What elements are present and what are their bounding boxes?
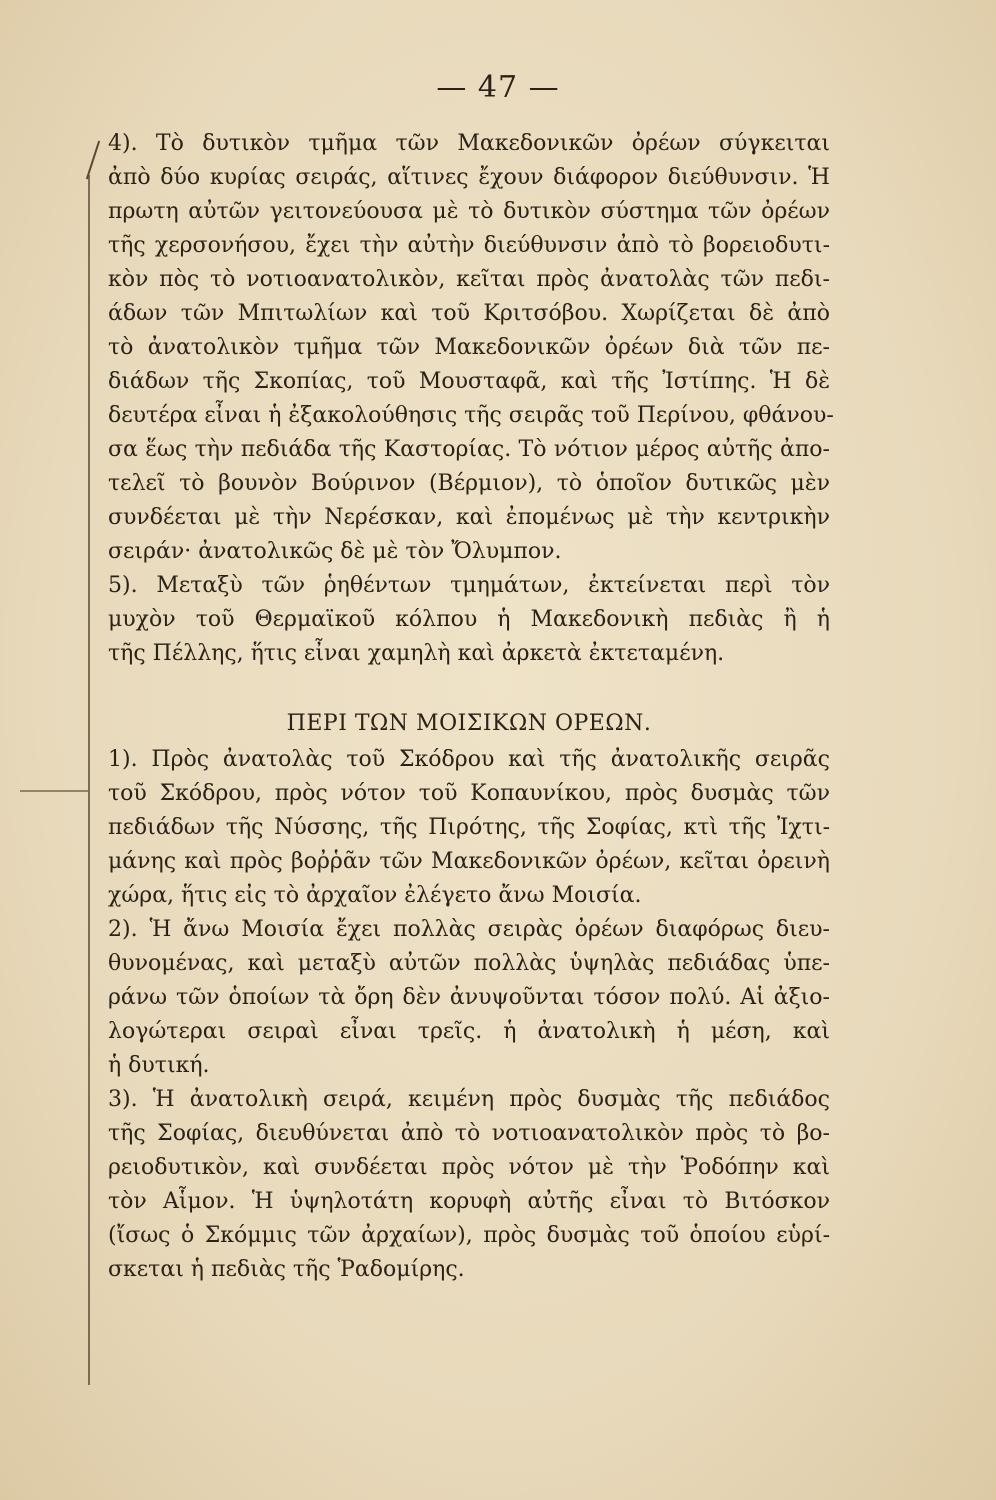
text-line: πρωτη αὐτῶν γειτονεύουσα μὲ τὸ δυτικὸν σύστημα τῶν ὀρέων [108, 199, 830, 224]
text-line: σκεται ἡ πεδιὰς τῆς Ῥαδομίρης. [108, 1257, 465, 1282]
margin-tick [20, 790, 88, 792]
section-heading: ΠΕΡΙ ΤΩΝ ΜΟΙΣΙΚΩΝ ΟΡΕΩΝ. [286, 711, 652, 736]
text-line: δευτέρα εἶναι ἡ ἐξακολούθησις τῆς σειρᾶς τοῦ Περίνου, φθάνου- [108, 403, 834, 428]
text-line: άδων τῶν Μπιτωλίων καὶ τοῦ Κριτσόβου. Χωρίζεται δὲ ἀπὸ [108, 301, 830, 326]
margin-rule-top [86, 141, 100, 180]
text-line: 4). Τὸ δυτικὸν τμῆμα τῶν Μακεδονικῶν ὀρέων σύγκειται [108, 131, 830, 156]
text-line: τελεῖ τὸ βουνὸν Βούρινον (Βέρμιον), τὸ ὁποῖον δυτικῶς μὲν [108, 471, 830, 496]
text-line: 1). Πρὸς ἀνατολὰς τοῦ Σκόδρου καὶ τῆς ἀνατολικῆς σειρᾶς [108, 747, 830, 772]
text-line: 2). Ἡ ἄνω Μοισία ἔχει πολλὰς σειρὰς ὀρέων διαφόρως διευ- [108, 917, 830, 942]
body-text [108, 130, 834, 1290]
text-line: λογώτεραι σειραὶ εἶναι τρεῖς. ἡ ἀνατολικὴ ἡ μέση, καὶ [108, 1019, 830, 1044]
text-line: ρειοδυτικὸν, καὶ συνδέεται πρὸς νότον μὲ τὴν Ῥοδόπην καὶ [108, 1155, 830, 1180]
page-number: — 47 — [436, 70, 560, 105]
text-line: συνδέεται μὲ τὴν Νερέσκαν, καὶ ἐπομένως μὲ τὴν κεντρικὴν [108, 505, 830, 530]
text-line: σα ἕως τὴν πεδιάδα τῆς Καστορίας. Τὸ νότιον μέρος αὐτῆς ἀπο- [108, 437, 830, 462]
text-line: ἀπὸ δύο κυρίας σειράς, αἵτινες ἔχουν διάφορον διεύθυνσιν. Ἡ [108, 165, 830, 190]
text-line: τὸ ἀνατολικὸν τμῆμα τῶν Μακεδονικῶν ὀρέων διὰ τῶν πε- [108, 335, 830, 360]
text-line: μυχὸν τοῦ Θερμαϊκοῦ κόλπου ἡ Μακεδονικὴ πεδιὰς ἢ ἡ [108, 607, 830, 632]
text-line: πεδιάδων τῆς Νύσσης, τῆς Πιρότης, τῆς Σοφίας, κτὶ τῆς Ἰχτι- [108, 815, 830, 840]
text-line: θυνομένας, καὶ μεταξὺ αὐτῶν πολλὰς ὑψηλὰς πεδιάδας ὑπε- [108, 951, 830, 976]
text-line: μάνης καὶ πρὸς βοῤῥᾶν τῶν Μακεδονικῶν ὀρέων, κεῖται ὀρεινὴ [108, 849, 830, 874]
text-line: διάδων τῆς Σκοπίας, τοῦ Μουσταφᾶ, καὶ τῆς Ἰστίπης. Ἡ δὲ [108, 369, 830, 394]
margin-rule-left [88, 175, 90, 1385]
text-line: τῆς Σοφίας, διευθύνεται ἀπὸ τὸ νοτιοανατολικὸν πρὸς τὸ βο- [108, 1121, 830, 1146]
text-line: χώρα, ἥτις εἰς τὸ ἀρχαῖον ἐλέγετο ἄνω Μοισία. [108, 883, 642, 908]
text-line: τοῦ Σκόδρου, πρὸς νότον τοῦ Κοπαυνίκου, πρὸς δυσμὰς τῶν [108, 781, 830, 806]
section-moesian-mountains [108, 746, 830, 1290]
text-line: ἡ δυτική. [108, 1053, 210, 1078]
text-line: (ἴσως ὁ Σκόμμις τῶν ἀρχαίων), πρὸς δυσμὰς τοῦ ὁποίου εὑρί- [108, 1223, 830, 1248]
section-western-mountains [108, 130, 834, 674]
text-line: τῆς Πέλλης, ἥτις εἶναι χαμηλὴ καὶ ἀρκετὰ ἐκτεταμένη. [108, 641, 725, 666]
text-line: 3). Ἡ ἀνατολικὴ σειρά, κειμένη πρὸς δυσμὰς τῆς πεδιάδος [108, 1087, 830, 1112]
text-line: κὸν πὸς τὸ νοτιοανατολικὸν, κεῖται πρὸς ἀνατολὰς τῶν πεδι- [108, 267, 830, 292]
text-line: σειράν· ἀνατολικῶς δὲ μὲ τὸν Ὄλυμπον. [108, 539, 562, 564]
text-line: ράνω τῶν ὁποίων τὰ ὄρη δὲν ἀνυψοῦνται τόσον πολύ. Αἱ ἀξιο- [108, 985, 830, 1010]
text-line: τῆς χερσονήσου, ἔχει τὴν αὐτὴν διεύθυνσιν ἀπὸ τὸ βορειοδυτι- [108, 233, 830, 258]
text-line: 5). Μεταξὺ τῶν ῥηθέντων τμημάτων, ἐκτείνεται περὶ τὸν [108, 573, 830, 598]
text-line: τὸν Αἷμον. Ἡ ὑψηλοτάτη κορυφὴ αὐτῆς εἶναι τὸ Βιτόσκον [108, 1189, 830, 1214]
